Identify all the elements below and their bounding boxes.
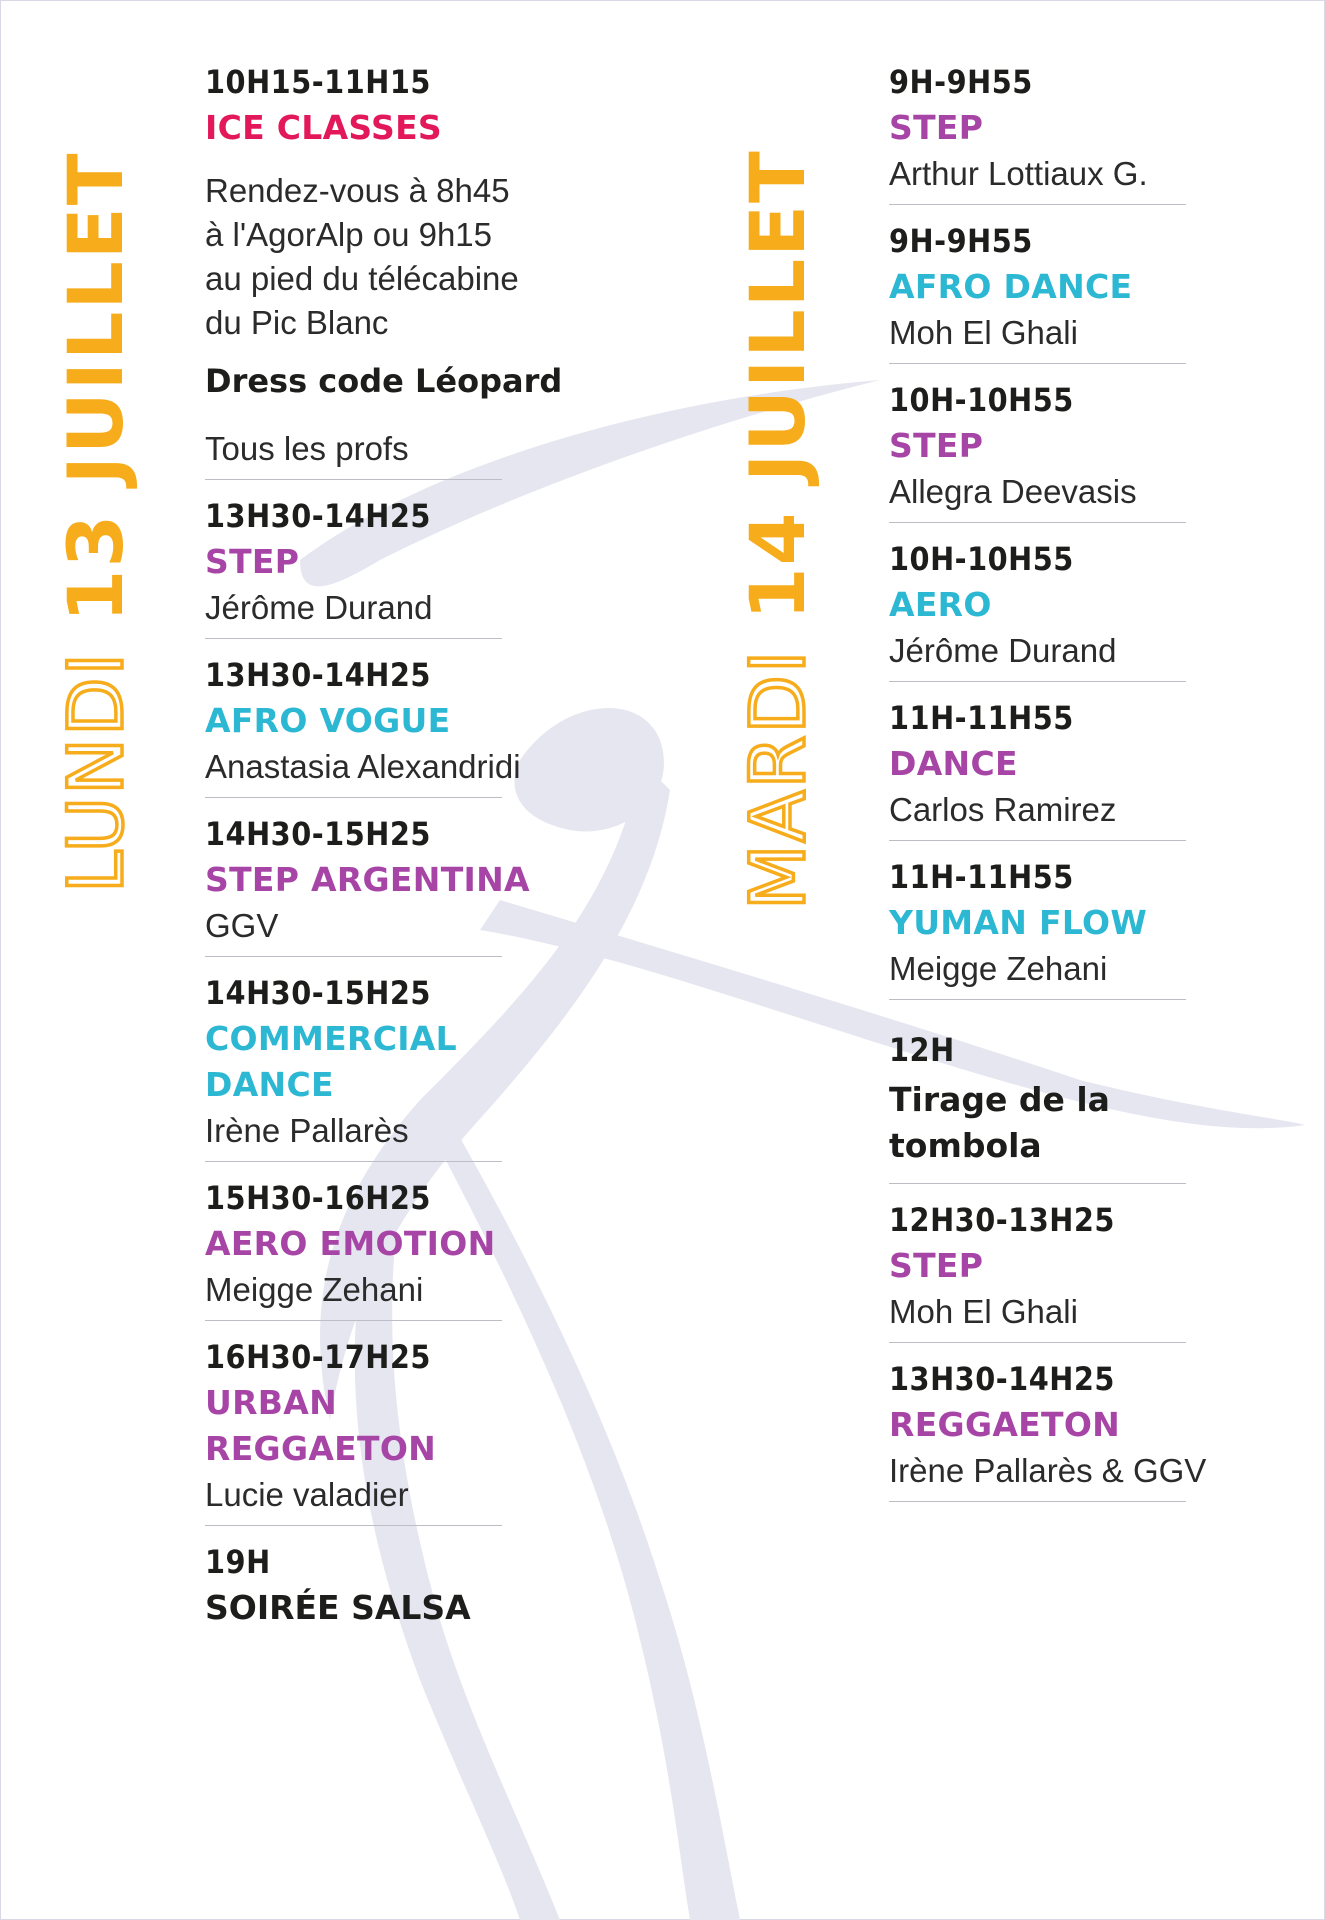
session-teacher: GGV — [205, 907, 279, 944]
session-time: 15H30-16H25 — [205, 1179, 431, 1217]
session-time: 12H — [889, 1031, 955, 1069]
session-teacher: Tous les profs — [205, 430, 409, 467]
day-title-monday — [51, 151, 140, 893]
session-time: 10H15-11H15 — [205, 63, 431, 101]
schedule-entry — [889, 378, 1249, 523]
session-time: 11H-11H55 — [889, 699, 1074, 737]
session-time: 10H-10H55 — [889, 381, 1074, 419]
session-teacher: Moh El Ghali — [889, 1293, 1078, 1330]
session-class: REGGAETON — [889, 1405, 1121, 1444]
divider — [205, 1320, 502, 1321]
session-teacher: Moh El Ghali — [889, 314, 1078, 351]
session-class: URBAN REGGAETON — [205, 1383, 437, 1468]
session-teacher: Lucie valadier — [205, 1476, 409, 1513]
session-time: 13H30-14H25 — [205, 497, 431, 535]
session-class: AFRO DANCE — [889, 267, 1133, 306]
divider — [889, 363, 1186, 364]
session-time: 9H-9H55 — [889, 222, 1033, 260]
info-line: Rendez-vous à 8h45 — [205, 172, 510, 209]
info-line: à l'AgorAlp ou 9h15 — [205, 216, 493, 253]
session-teacher: Allegra Deevasis — [889, 473, 1137, 510]
event-name: Tirage de la tombola — [889, 1080, 1110, 1165]
session-time: 14H30-15H25 — [205, 974, 431, 1012]
session-teacher: Arthur Lottiaux G. — [889, 155, 1148, 192]
session-class: STEP — [889, 108, 984, 147]
schedule-entry — [889, 1357, 1249, 1502]
divider — [205, 479, 502, 480]
schedule-entry — [205, 653, 565, 798]
session-teacher: Carlos Ramirez — [889, 791, 1117, 828]
schedule-entry — [205, 494, 565, 639]
schedule-entry — [889, 855, 1249, 1000]
divider — [889, 999, 1186, 1000]
session-list — [889, 60, 1249, 1000]
day-name: MARDI — [733, 648, 822, 910]
session-class: STEP — [889, 1246, 984, 1285]
day-date: 13 JUILLET — [51, 151, 140, 623]
session-teacher: Jérôme Durand — [205, 589, 433, 626]
divider — [889, 840, 1186, 841]
session-time: 16H30-17H25 — [205, 1338, 431, 1376]
schedule-entry — [205, 971, 565, 1162]
divider — [205, 956, 502, 957]
session-time: 9H-9H55 — [889, 63, 1033, 101]
session-class: ICE CLASSES — [205, 108, 442, 147]
session-class: COMMERCIAL DANCE — [205, 1019, 457, 1104]
session-class: AERO EMOTION — [205, 1224, 496, 1263]
divider — [205, 1161, 502, 1162]
divider — [889, 681, 1186, 682]
session-teacher: Irène Pallarès & GGV — [889, 1452, 1207, 1489]
session-list — [205, 494, 565, 1526]
divider — [889, 1183, 1186, 1184]
schedule-entry — [889, 60, 1249, 205]
divider — [889, 1342, 1186, 1343]
session-teacher: Meigge Zehani — [889, 950, 1108, 987]
schedule-entry — [889, 1014, 1249, 1184]
schedule-entry — [205, 1335, 565, 1526]
schedule-entry — [205, 812, 565, 957]
session-time: 13H30-14H25 — [889, 1360, 1115, 1398]
info-line: du Pic Blanc — [205, 304, 389, 341]
schedule-entry — [205, 1540, 565, 1631]
session-class: AERO — [889, 585, 992, 624]
schedule-entry — [205, 60, 565, 480]
day-date: 14 JUILLET — [733, 149, 822, 621]
session-time: 19H — [205, 1543, 271, 1581]
session-class: STEP — [205, 542, 300, 581]
session-time: 13H30-14H25 — [205, 656, 431, 694]
session-class: STEP — [889, 426, 984, 465]
dress-code: Dress code Léopard — [205, 362, 563, 400]
schedule-entry — [889, 1198, 1249, 1343]
session-time: 10H-10H55 — [889, 540, 1074, 578]
schedule-entry — [205, 1176, 565, 1321]
schedule-column-monday — [205, 60, 565, 1631]
session-class: DANCE — [889, 744, 1018, 783]
schedule-entry — [889, 696, 1249, 841]
divider — [889, 204, 1186, 205]
session-teacher: Meigge Zehani — [205, 1271, 424, 1308]
session-list — [889, 1198, 1249, 1502]
session-class: AFRO VOGUE — [205, 701, 451, 740]
session-time: 12H30-13H25 — [889, 1201, 1115, 1239]
schedule-entry — [889, 537, 1249, 682]
day-title-tuesday — [733, 149, 822, 910]
session-class: YUMAN FLOW — [889, 903, 1148, 942]
event-name: SOIRÉE SALSA — [205, 1588, 471, 1627]
divider — [889, 1501, 1186, 1502]
divider — [205, 797, 502, 798]
session-class: STEP ARGENTINA — [205, 860, 530, 899]
session-teacher: Jérôme Durand — [889, 632, 1117, 669]
day-name: LUNDI — [51, 651, 140, 893]
session-time: 14H30-15H25 — [205, 815, 431, 853]
schedule-entry — [889, 219, 1249, 364]
divider — [205, 1525, 502, 1526]
schedule-column-tuesday — [889, 60, 1249, 1516]
info-line: au pied du télécabine — [205, 260, 519, 297]
session-teacher: Irène Pallarès — [205, 1112, 409, 1149]
divider — [205, 638, 502, 639]
session-teacher: Anastasia Alexandridi — [205, 748, 521, 785]
session-time: 11H-11H55 — [889, 858, 1074, 896]
divider — [889, 522, 1186, 523]
